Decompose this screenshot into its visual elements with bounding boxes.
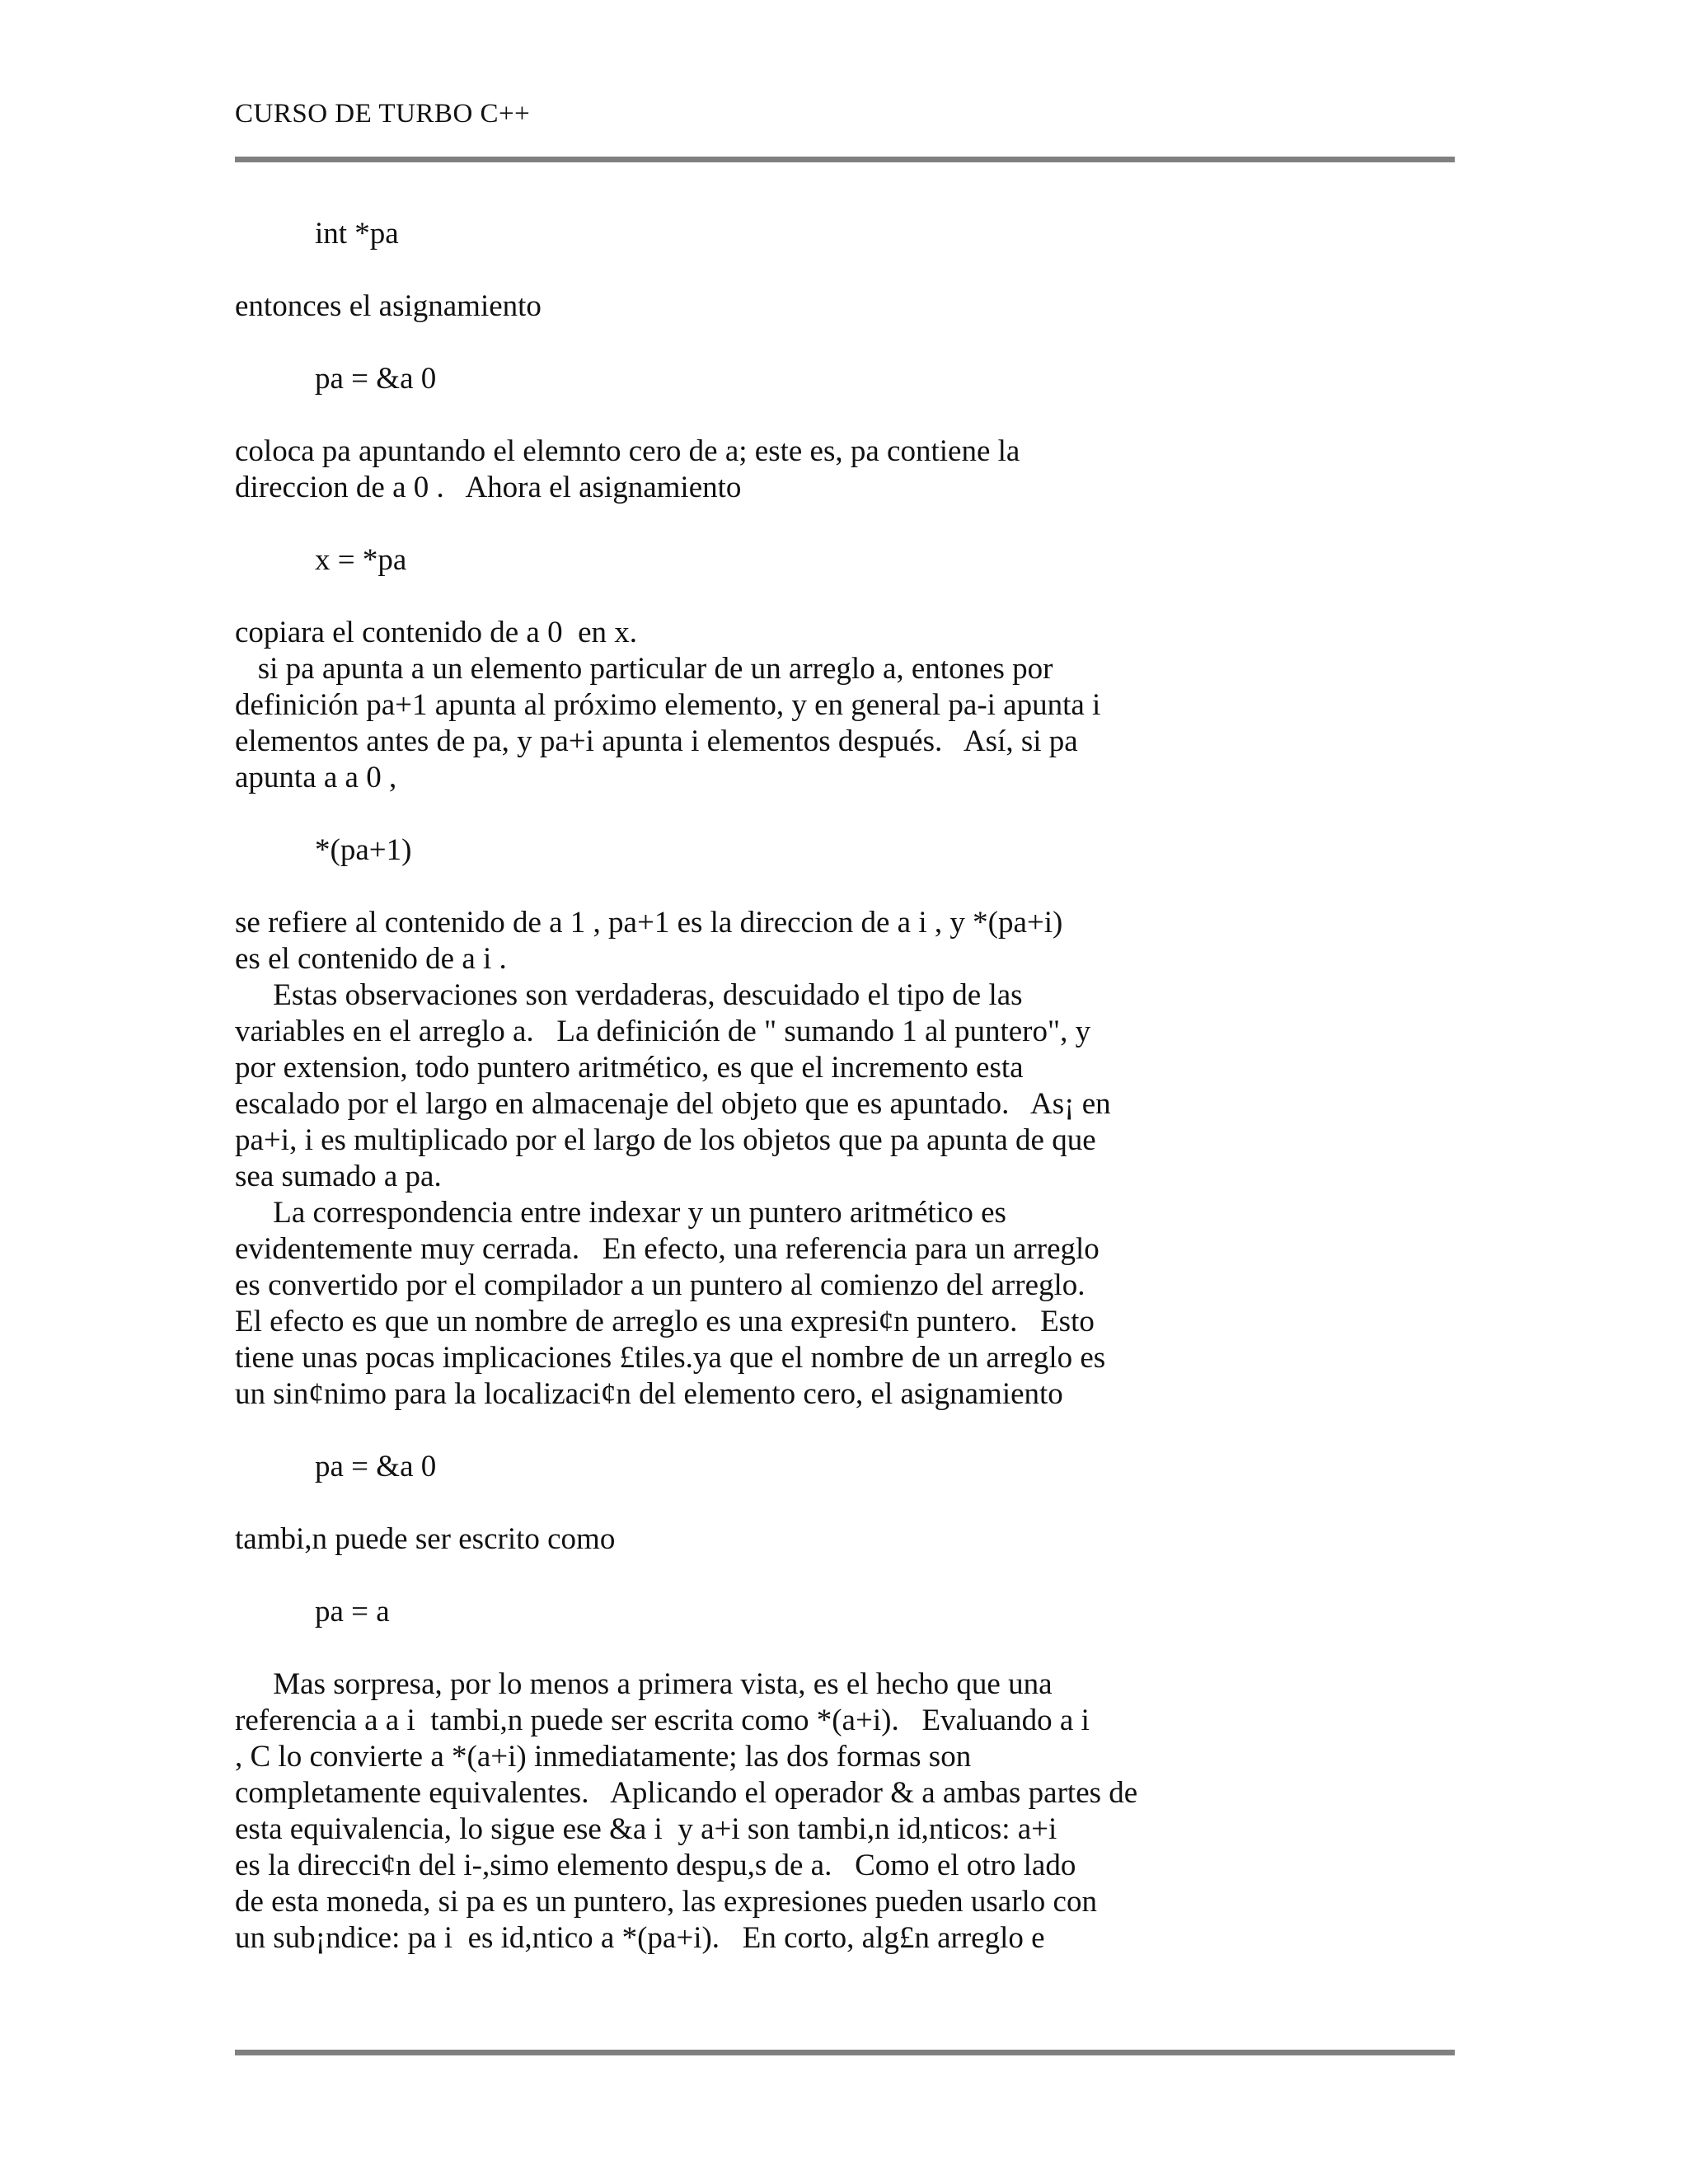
text-line: sea sumado a pa. [235,1160,442,1193]
text-line: es la direcci¢n del i-,simo elemento despu,s de a. Como el otro lado [235,1849,1076,1882]
text-line: tiene unas pocas implicaciones £tiles.ya que el nombre de un arreglo es [235,1341,1106,1375]
text-line: es el contenido de a i . [235,942,507,976]
code-line: pa = &a 0 [315,1450,437,1483]
text-line: La correspondencia entre indexar y un puntero aritmético es [235,1196,1006,1230]
code-line: pa = &a 0 [315,362,437,396]
code-line: *(pa+1) [315,833,412,867]
text-line: escalado por el largo en almacenaje del objeto que es apuntado. As¡ en [235,1087,1111,1121]
text-line: de esta moneda, si pa es un puntero, las expresiones pueden usarlo con [235,1885,1097,1919]
code-line: int *pa [315,217,399,251]
text-line: elementos antes de pa, y pa+i apunta i elementos después. Así, si pa [235,724,1078,758]
footer-divider [235,2050,1455,2055]
code-line: x = *pa [315,543,407,577]
text-line: por extension, todo puntero aritmético, es que el incremento esta [235,1051,1024,1085]
code-line: pa = a [315,1595,390,1629]
text-line: variables en el arreglo a. La definición de " sumando 1 al puntero", y [235,1015,1091,1048]
header-divider [235,157,1455,162]
text-line: entonces el asignamiento [235,289,542,323]
text-line: definición pa+1 apunta al próximo elemento, y en general pa-i apunta i [235,688,1101,722]
text-line: coloca pa apuntando el elemnto cero de a; este es, pa contiene la [235,434,1020,468]
text-line: copiara el contenido de a 0 en x. [235,616,637,649]
text-line: se refiere al contenido de a 1 , pa+1 es la direccion de a i , y *(pa+i) [235,906,1063,940]
text-line: un sin¢nimo para la localizaci¢n del elemento cero, el asignamiento [235,1377,1063,1411]
text-line: El efecto es que un nombre de arreglo es una expresi¢n puntero. Esto [235,1305,1095,1338]
text-line: , C lo convierte a *(a+i) inmediatamente; las dos formas son [235,1740,972,1774]
text-line: esta equivalencia, lo sigue ese &a i y a+i son tambi,n id,nticos: a+i [235,1812,1057,1846]
text-line: Estas observaciones son verdaderas, descuidado el tipo de las [235,978,1023,1012]
page-header-title: CURSO DE TURBO C++ [235,99,531,129]
text-line: completamente equivalentes. Aplicando el operador & a ambas partes de [235,1776,1138,1810]
text-line: evidentemente muy cerrada. En efecto, una referencia para un arreglo [235,1232,1100,1266]
text-line: Mas sorpresa, por lo menos a primera vista, es el hecho que una [235,1667,1053,1701]
text-line: pa+i, i es multiplicado por el largo de los objetos que pa apunta de que [235,1123,1096,1157]
text-line: si pa apunta a un elemento particular de un arreglo a, entones por [235,652,1053,686]
text-line: direccion de a 0 . Ahora el asignamiento [235,471,742,504]
text-line: apunta a a 0 , [235,761,397,794]
text-line: un sub¡ndice: pa i es id,ntico a *(pa+i). En corto, alg£n arreglo e [235,1921,1045,1955]
text-line: tambi,n puede ser escrito como [235,1522,616,1556]
text-line: es convertido por el compilador a un puntero al comienzo del arreglo. [235,1268,1085,1302]
text-line: referencia a a i tambi,n puede ser escrita como *(a+i). Evaluando a i [235,1704,1090,1737]
document-body [235,216,1455,1957]
